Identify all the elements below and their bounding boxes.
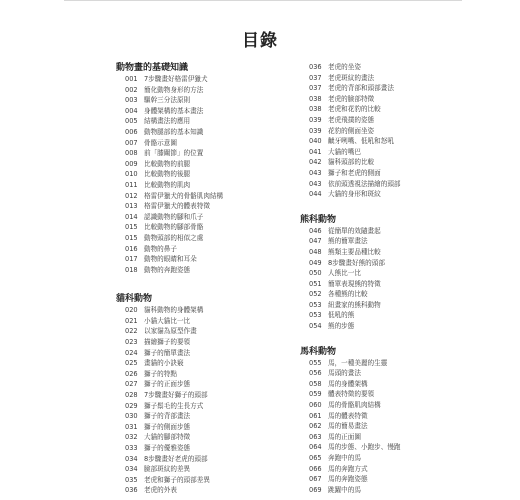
toc-entry[interactable] — [116, 244, 223, 255]
toc-entry[interactable] — [300, 411, 401, 422]
entry-title: 馬的奔跑姿態 — [328, 475, 368, 484]
entry-title: 7步驟畫好獅子的頭部 — [144, 391, 208, 400]
section-heading: 馬科動物 — [300, 346, 337, 357]
entry-title: 臉部斑紋的差異 — [144, 465, 191, 474]
page-number: 015 — [125, 223, 138, 232]
toc-entry[interactable] — [300, 104, 401, 115]
entry-title: 獅子的優雅姿態 — [144, 444, 191, 452]
page-number: 055 — [309, 358, 322, 367]
toc-entry[interactable] — [116, 326, 223, 337]
entry-title: 動物腿部的基本知識 — [144, 127, 204, 136]
entry-title: 老虎的臉部特徵 — [328, 94, 375, 103]
page-number: 056 — [309, 369, 322, 378]
page-number: 035 — [125, 475, 138, 484]
toc-entry[interactable] — [116, 379, 223, 390]
entry-title: 格雷伊獵犬的骨骼肌肉結構 — [144, 191, 224, 200]
toc-entry[interactable] — [116, 106, 223, 117]
toc-entry[interactable] — [300, 289, 401, 300]
toc-entry[interactable] — [116, 464, 223, 475]
entry-title: 驅幹三分法原則 — [144, 96, 191, 105]
entry-title: 獅子的正面步態 — [144, 380, 191, 389]
section-heading: 貓科動物 — [116, 294, 153, 305]
page-number: 002 — [125, 85, 138, 94]
toc-left-column — [116, 62, 223, 496]
toc-entry[interactable] — [300, 432, 401, 443]
toc-entry[interactable] — [116, 254, 223, 265]
entry-title: 獅子鬃毛的生長方式 — [144, 401, 204, 410]
page-number: 054 — [309, 322, 322, 331]
page-number: 038 — [309, 105, 322, 114]
toc-entry[interactable] — [116, 443, 223, 454]
page-number: 037 — [309, 84, 322, 93]
entry-title: 8步驟畫好老虎的頭部 — [144, 454, 208, 463]
toc-entry[interactable] — [116, 422, 223, 433]
toc-entry[interactable] — [300, 147, 401, 158]
toc-entry[interactable] — [116, 148, 223, 159]
page-number: 009 — [125, 159, 138, 168]
toc-entry[interactable] — [300, 279, 401, 290]
toc-entry[interactable] — [116, 222, 223, 233]
page-number: 003 — [125, 96, 138, 105]
toc-entry[interactable] — [300, 258, 401, 269]
entry-title: 老虎的坐姿 — [328, 63, 361, 71]
section-heading: 熊科動物 — [300, 214, 337, 225]
toc-entry[interactable] — [116, 169, 223, 180]
page-number: 013 — [125, 202, 138, 211]
page-number: 064 — [309, 443, 322, 452]
toc-entry[interactable] — [300, 358, 401, 369]
entry-title: 7步驟畫好格雷伊獵犬 — [144, 75, 208, 83]
toc-entry[interactable] — [116, 159, 223, 170]
toc-entry[interactable] — [300, 168, 401, 179]
entry-title: 簡化動物身形的方法 — [144, 85, 204, 94]
page-number: 024 — [125, 348, 138, 357]
entry-title: 熊類主要品種比較 — [328, 247, 381, 256]
entry-title: 馬的正面圖 — [328, 432, 361, 441]
toc-entry[interactable] — [116, 401, 223, 412]
entry-title: 動物的鼻子 — [144, 244, 177, 253]
toc-entry[interactable] — [116, 265, 223, 276]
page-number: 058 — [309, 379, 322, 388]
toc-entry[interactable] — [116, 337, 223, 348]
page-number: 039 — [309, 126, 322, 135]
toc-list — [300, 358, 401, 496]
entry-title: 人熊比一比 — [328, 269, 361, 278]
page-number: 008 — [125, 149, 138, 158]
toc-entry[interactable] — [116, 411, 223, 422]
page-number: 063 — [309, 432, 322, 441]
page-number: 022 — [125, 327, 138, 336]
toc-entry[interactable] — [300, 389, 401, 400]
toc-entry[interactable] — [300, 379, 401, 390]
page-number: 046 — [309, 226, 322, 235]
page-number: 010 — [125, 170, 138, 179]
page-number: 012 — [125, 191, 138, 200]
entry-title: 花豹的側面坐姿 — [328, 126, 375, 135]
toc-entry[interactable] — [116, 348, 223, 359]
toc-entry[interactable] — [116, 454, 223, 465]
page-number: 042 — [309, 158, 322, 167]
entry-title: 馬的身體架構 — [328, 379, 368, 388]
entry-title: 老虎和花豹的比較 — [328, 105, 381, 114]
page-number: 050 — [309, 269, 322, 278]
entry-title: 動物頭部的相似之處 — [144, 233, 204, 242]
entry-title: 老虎和獅子的頭部差異 — [144, 475, 210, 484]
page-number: 031 — [125, 422, 138, 431]
entry-title: 大貓的腳部特徵 — [144, 433, 191, 442]
entry-title: 馬頭的畫法 — [328, 369, 361, 378]
entry-title: 馬的奔跑方式 — [328, 464, 368, 473]
entry-title: 體表特徵的要領 — [328, 390, 375, 399]
page-number: 015 — [125, 233, 138, 242]
entry-title: 馬的體表特徵 — [328, 411, 368, 420]
toc-entry[interactable] — [300, 368, 401, 379]
section-gap — [300, 332, 401, 346]
page-number: 037 — [309, 73, 322, 82]
entry-title: 動物的奔跑姿態 — [144, 265, 191, 274]
section-gap — [116, 275, 223, 293]
toc-entry[interactable] — [116, 127, 223, 138]
toc-section — [300, 346, 401, 496]
page-number: 006 — [125, 127, 138, 136]
page-number: 053 — [309, 311, 322, 320]
section-gap — [300, 200, 401, 214]
page-number: 038 — [309, 94, 322, 103]
toc-entry[interactable] — [116, 95, 223, 106]
toc-entry[interactable] — [116, 432, 223, 443]
entry-title: 比較動物的後腿 — [144, 170, 191, 179]
page-number: 044 — [309, 190, 322, 199]
toc-entry[interactable] — [300, 268, 401, 279]
toc-section — [300, 214, 401, 332]
toc-entry[interactable] — [300, 126, 401, 137]
toc-entry[interactable] — [300, 179, 401, 190]
page-number: 066 — [309, 464, 322, 473]
toc-section — [116, 293, 223, 496]
page-number: 017 — [125, 255, 138, 264]
page-number: 051 — [309, 279, 322, 288]
toc-entry[interactable] — [116, 390, 223, 401]
entry-title: 身體架構的基本畫法 — [144, 106, 204, 115]
entry-title: 各種熊的比較 — [328, 290, 368, 299]
toc-list — [300, 62, 401, 200]
page-number: 020 — [125, 306, 138, 315]
entry-title: 馬，一種美麗的生靈 — [328, 358, 388, 367]
page-title: 目錄 — [242, 31, 278, 51]
toc-entry[interactable] — [300, 94, 401, 105]
page-number: 033 — [125, 444, 138, 452]
entry-title: 馬的簡易畫法 — [328, 422, 368, 431]
toc-entry[interactable] — [300, 115, 401, 126]
page-number: 059 — [309, 390, 322, 399]
page-number: 004 — [125, 106, 138, 115]
page-number: 034 — [125, 465, 138, 474]
entry-title: 跳躍中的馬 — [328, 485, 361, 494]
entry-title: 比較動物的前腿 — [144, 159, 191, 168]
entry-title: 貓科頭部的比較 — [328, 158, 375, 167]
page-number: 052 — [309, 290, 322, 299]
toc-entry[interactable] — [300, 226, 401, 237]
toc-entry[interactable] — [116, 316, 223, 327]
entry-title: 老虎飛撲的姿態 — [328, 115, 375, 124]
toc-entry[interactable] — [300, 73, 401, 84]
page-number: 021 — [125, 316, 138, 325]
entry-title: 畫貓的小訣竅 — [144, 359, 184, 368]
toc-entry[interactable] — [116, 85, 223, 96]
toc-entry[interactable] — [116, 305, 223, 316]
page-number: 048 — [309, 247, 322, 256]
top-divider — [64, 0, 462, 1]
section-heading: 動物畫的基礎知識 — [116, 63, 189, 73]
page-number: 023 — [125, 338, 138, 347]
entry-title: 紐畫家的熊科動物 — [328, 300, 381, 309]
toc-entry[interactable] — [116, 475, 223, 486]
page-number: 036 — [309, 63, 322, 71]
entry-title: 認識動物的腳和爪子 — [144, 212, 204, 221]
page-number: 043 — [309, 168, 322, 177]
entry-title: 描繪獅子的要領 — [144, 338, 191, 347]
page-number: 014 — [125, 212, 138, 221]
entry-title: 前「膝關節」的位置 — [144, 149, 204, 158]
toc-entry[interactable] — [300, 300, 401, 311]
page-number: 060 — [309, 401, 322, 410]
page-number: 030 — [125, 412, 138, 421]
entry-title: 大貓的嘴巴 — [328, 147, 361, 156]
entry-title: 熊的步態 — [328, 322, 355, 331]
toc-entry[interactable] — [116, 74, 223, 85]
entry-title: 老虎斑紋的畫法 — [328, 73, 375, 82]
page-number: 040 — [309, 137, 322, 146]
toc-entry[interactable] — [300, 310, 401, 321]
toc-entry[interactable] — [116, 180, 223, 191]
page-number: 016 — [125, 244, 138, 253]
entry-title: 簡單表現熊的特徵 — [328, 279, 381, 288]
toc-entry[interactable] — [300, 136, 401, 147]
entry-title: 奔跑中的馬 — [328, 454, 361, 462]
page-number: 053 — [309, 300, 322, 309]
toc-entry[interactable] — [116, 369, 223, 380]
entry-title: 8步驟畫好熊的頭部 — [328, 258, 385, 267]
toc-right-column — [300, 62, 401, 495]
toc-section — [300, 62, 401, 200]
page-number: 029 — [125, 401, 138, 410]
toc-entry[interactable] — [300, 236, 401, 247]
entry-title: 熊的簡單畫法 — [328, 237, 368, 246]
page-number: 062 — [309, 422, 322, 431]
toc-list — [116, 305, 223, 496]
entry-title: 老虎的背部和頭部畫法 — [328, 84, 394, 93]
toc-entry[interactable] — [300, 442, 401, 453]
page-number: 025 — [125, 359, 138, 368]
toc-entry[interactable] — [300, 83, 401, 94]
entry-title: 比較動物的肌肉 — [144, 180, 191, 189]
page-number: 041 — [309, 147, 322, 156]
page-number: 007 — [125, 138, 138, 147]
entry-title: 獅子和老虎的側面 — [328, 168, 381, 177]
toc-entry[interactable] — [300, 421, 401, 432]
toc-entry[interactable] — [116, 191, 223, 202]
entry-title: 老虎的外表 — [144, 486, 177, 495]
entry-title: 貓科動物的身體架構 — [144, 306, 204, 315]
toc-entry[interactable] — [116, 116, 223, 127]
entry-title: 低吼的熊 — [328, 311, 355, 320]
entry-title: 骨骼示意圖 — [144, 138, 177, 147]
toc-entry[interactable] — [116, 358, 223, 369]
page-number: 018 — [125, 265, 138, 274]
toc-entry[interactable] — [300, 157, 401, 168]
entry-title: 獅子的簡單畫法 — [144, 348, 191, 357]
page-number: 043 — [309, 179, 322, 188]
entry-title: 獅子的背部畫法 — [144, 412, 191, 421]
page-number: 067 — [309, 475, 322, 484]
page-number: 026 — [125, 369, 138, 378]
toc-list — [300, 226, 401, 332]
toc-entry[interactable] — [300, 247, 401, 258]
page-number: 047 — [309, 237, 322, 246]
page-number: 011 — [125, 180, 138, 189]
page-number: 049 — [309, 258, 322, 267]
page-number: 027 — [125, 380, 138, 389]
toc-entry[interactable] — [116, 138, 223, 149]
entry-title: 從簡單的效隨畫起 — [328, 226, 381, 235]
entry-title: 比較動物的腳部骨骼 — [144, 223, 204, 232]
toc-entry[interactable] — [300, 464, 401, 475]
page-number: 001 — [125, 75, 138, 83]
page-number: 034 — [125, 454, 138, 463]
page-number: 065 — [309, 454, 322, 462]
entry-title: 依前頭透視法描繪的頭部 — [328, 179, 401, 188]
toc-entry[interactable] — [116, 233, 223, 244]
toc-entry[interactable] — [300, 453, 401, 464]
entry-title: 馬的步態、小跑步、慢跑 — [328, 443, 401, 452]
entry-title: 以家貓為原型作畫 — [144, 327, 197, 336]
toc-entry[interactable] — [300, 474, 401, 485]
entry-title: 獅子的側面步態 — [144, 422, 191, 431]
page-number: 028 — [125, 391, 138, 400]
entry-title: 結構畫法的應用 — [144, 117, 191, 126]
toc-entry[interactable] — [300, 189, 401, 200]
toc-entry[interactable] — [300, 321, 401, 332]
entry-title: 大貓的身形和斑紋 — [328, 190, 381, 199]
entry-title: 小貓大貓比一比 — [144, 316, 191, 325]
page-number: 039 — [309, 115, 322, 124]
page-number: 005 — [125, 117, 138, 126]
entry-title: 動物的眼睛和耳朵 — [144, 255, 197, 264]
page-number: 036 — [125, 486, 138, 495]
toc-entry[interactable] — [116, 212, 223, 223]
toc-entry[interactable] — [300, 62, 401, 73]
toc-entry[interactable] — [116, 485, 223, 496]
entry-title: 齜牙咧嘴、低吼和怒吼 — [328, 137, 394, 146]
toc-entry[interactable] — [300, 400, 401, 411]
page-number: 069 — [309, 485, 322, 494]
toc-entry[interactable] — [300, 485, 401, 496]
toc-list — [116, 74, 223, 275]
toc-section — [116, 62, 223, 275]
entry-title: 格雷伊獵犬的體表特徵 — [144, 202, 210, 211]
page-number: 061 — [309, 411, 322, 420]
entry-title: 獅子的特點 — [144, 369, 177, 378]
toc-entry[interactable] — [116, 201, 223, 212]
page-number: 032 — [125, 433, 138, 442]
entry-title: 馬的骨骼肌肉結構 — [328, 401, 381, 410]
